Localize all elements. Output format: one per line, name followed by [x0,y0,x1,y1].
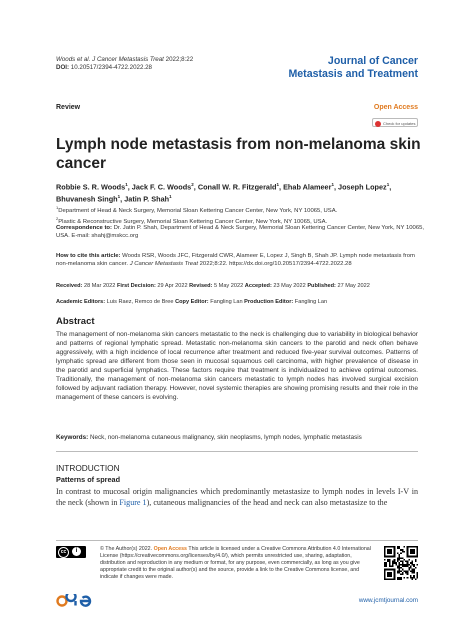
date-item-value: 28 Mar 2022 [83,283,116,289]
affiliation-marker: 1 [56,205,59,210]
license-text [100,546,378,581]
affiliation-text: Department of Head & Neck Surgery, Memorial Sloan Kettering Cancer Center, New York, NY 10065, USA. [58,207,338,214]
editor-item-value: Fangling Lan [210,299,243,305]
header-citation [56,56,193,72]
footer-divider [56,540,418,541]
date-item-label: Accepted: [244,283,274,289]
author-name[interactable]: Jatin P. Shah [124,194,170,204]
correspondence [56,224,426,241]
correspondence-text: Dr. Jatin P. Shah, Department of Head & Neck Surgery, Memorial Sloan Kettering Cancer Center, New York, NY 10065, USA. E-mail: shahj@mskcc.org [56,225,425,240]
journal-name-line1: Journal of Cancer [327,55,418,67]
date-item-value: 5 May 2022 [214,283,244,289]
author-name[interactable]: Joseph Lopez [338,182,387,192]
editor-item-value: Fangling Lan [294,299,328,305]
date-item-label: First Decision: [116,283,158,289]
date-item-value: 23 May 2022 [273,283,306,289]
author-name[interactable]: Bhuvanesh Singh [56,194,118,204]
citation-authors: Woods et al. [56,56,91,63]
body-paragraph [56,486,418,508]
author-affiliation-marker: 1 [117,194,121,200]
check-updates-icon [375,121,381,127]
cc-icon: cc [58,547,69,558]
date-item-value: 29 Apr 2022 [157,283,188,289]
editor-item-label: Production Editor: [244,299,295,305]
introduction-heading: INTRODUCTION [56,463,120,473]
author-name[interactable]: Ehab Alameer [283,182,332,192]
keywords-text: Neck, non-melanoma cutaneous malignancy, skin neoplasms, lymph nodes, lymphatic metastasis [89,434,362,441]
author-affiliation-marker: 1 [125,182,128,187]
citation-volume: 2022;8:22 [165,56,194,63]
article-editors [56,298,426,306]
journal-name-line2: Metastasis and Treatment [288,67,418,80]
cite-label: How to cite this article: [56,253,121,259]
date-item [307,283,370,289]
body-text-end: ), cutaneous malignancies of the head and neck can also metastasize to the [146,498,388,507]
doi-line [56,64,193,72]
editor-item-label: Copy Editor: [175,299,211,305]
keywords-label: Keywords: [56,434,89,441]
article-dates [56,282,426,290]
oae-logo-icon [56,594,108,608]
date-item-label: Revised: [189,283,214,289]
author-name[interactable]: Robbie S. R. Woods [56,182,126,192]
author-affiliation-marker: 2 [191,182,194,187]
editor-item [175,299,242,305]
cite-text: Woods RSR, Woods JFC, Fitzgerald CWR, Alameer E, Lopez J, Singh B, Shah JP. Lymph node metastasis from non-melanoma skin cancer. [56,253,415,268]
date-item [117,283,188,289]
journal-website-link[interactable]: www.jcmtjournal.com [358,597,418,604]
date-item-label: Received: [56,283,84,289]
date-item [189,283,243,289]
affiliation-item [56,204,426,215]
check-for-updates-button[interactable] [372,118,418,127]
abstract-text: The management of non-melanoma skin cancers metastatic to the neck is challenging due to variability in biological behavior and patterns of regional lymphatic spread. Metastatic non-melanoma skin cancers to the parotid and neck often behave aggressively, with a high incidence of local recurrence after treatment and reduced five-year survival outcomes. Patterns of lymphatic spread are different from those seen in mucosal squamous cell carcinoma, with higher prevalence of disease in the parotid and superficial lymphatics. These factors require that treatment is individualized to achieve optimal outcomes. Traditionally, the management of non-melanoma skin cancers metastatic to lymph nodes has involved surgical excision followed by adjuvant radiation therapy. However, novel systemic therapies are showing promising results and their role in the management of these cancers is evolving. [56,331,418,402]
how-to-cite [56,252,426,269]
date-item [56,283,115,289]
citation-line [56,56,193,64]
license-open-access: Open Access [153,546,187,552]
journal-name[interactable] [288,55,418,80]
date-item [245,283,306,289]
date-item-value: 27 May 2022 [337,283,370,289]
keywords [56,434,418,442]
license-body: This article is licensed under a Creative Commons Attribution 4.0 International License (https://creativecommons.org/licenses/by/4.0/), which permits unrestricted use, sharing, adaptation, distribution and reproduction in any medium or format, for any purpose, even commercially, as long as you give appropriate credit to the original author(s) and the source, provide a link to the Creative Commons license, and indicate if changes were made. [100,546,371,581]
citation-journal: J Cancer Metastasis Treat [92,56,164,63]
editor-item-value: Luis Raez, Remco de Bree [106,299,174,305]
attribution-icon: i [72,547,81,556]
editor-item [56,299,174,305]
author-affiliation-marker: 1 [169,194,172,200]
doi-label: DOI: [56,64,70,71]
qr-code-icon[interactable] [384,546,418,580]
editor-item [244,299,327,305]
section-divider [56,451,418,452]
author-affiliation-marker: 1 [276,182,279,187]
abstract-heading: Abstract [56,316,95,327]
affiliations [56,204,426,226]
affiliation-text: Plastic & Reconstructive Surgery, Memorial Sloan Kettering Cancer Center, New York, NY 10065, USA. [58,218,328,225]
correspondence-label: Correspondence to: [56,225,112,231]
editor-item-label: Academic Editors: [56,299,107,305]
doi-value[interactable]: 10.20517/2394-4722.2022.28 [70,64,152,71]
cite-journal: J Cancer Metastasis Treat [129,261,198,268]
check-updates-label: Check for updates [383,121,416,126]
article-type: Review [56,104,81,111]
author-name[interactable]: Jack F. C. Woods [131,182,192,192]
figure-1-link[interactable]: Figure 1 [119,498,147,507]
author-list: Robbie S. R. Woods$^1$, Jack F. C. Woods$^2$, Conall W. R. Fitzgerald$^1$, Ehab Alameer$^1$, Joseph Lopez$^1$, Bhuvanesh Singh$^1$, Jatin P. Shah$^1$ [56,182,392,204]
open-access-label: Open Access [373,104,418,111]
cc-by-license-icon[interactable] [56,546,86,558]
license-copyright: © The Author(s) 2022. [100,546,153,552]
author-affiliation-marker: 1 [331,182,334,187]
cite-tail[interactable]: 2022;8:22. https://dx.doi.org/10.20517/2394-4722.2022.28 [199,261,352,268]
author-name[interactable]: Conall W. R. Fitzgerald [197,182,277,192]
affiliation-marker: 2 [56,215,59,221]
article-title: Lymph node metastasis from non-melanoma skin cancer [56,136,421,172]
date-item-label: Published: [307,283,338,289]
body-text-start: In contrast to mucosal origin malignancies which predominantly metastasize to lymph nodes in levels I-V in the neck (shown in [56,487,418,507]
author-affiliation-marker: 1 [386,182,390,187]
patterns-of-spread-heading: Patterns of spread [56,475,121,484]
